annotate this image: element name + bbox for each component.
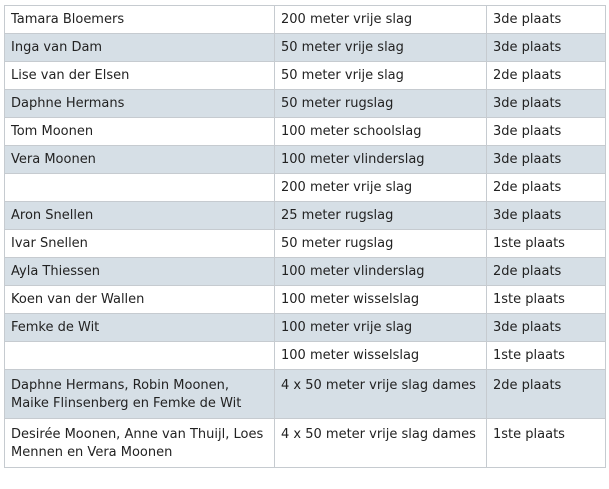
place-result: 2de plaats [493, 378, 562, 393]
event-name: 100 meter vrije slag [281, 320, 413, 335]
place-result: 1ste plaats [493, 427, 565, 442]
place-result: 3de plaats [493, 152, 562, 167]
table-row [5, 118, 606, 146]
swimmer-cell [5, 258, 275, 286]
swimmer-cell [5, 342, 275, 370]
table-row [5, 258, 606, 286]
swimmer-name: Daphne Hermans, Robin Moonen, Maike Flinsenberg en Femke de Wit [11, 378, 242, 411]
place-cell [487, 258, 606, 286]
swimmer-cell [5, 62, 275, 90]
event-name: 100 meter vlinderslag [281, 264, 425, 279]
swimmer-name: Aron Snellen [11, 208, 94, 223]
swimmer-name: Daphne Hermans [11, 96, 125, 111]
swimmer-name: Tom Moonen [11, 124, 94, 139]
table-row [5, 230, 606, 258]
event-cell [275, 6, 487, 34]
event-cell [275, 370, 487, 419]
place-cell [487, 62, 606, 90]
table-row [5, 146, 606, 174]
swimmer-cell [5, 146, 275, 174]
event-cell [275, 258, 487, 286]
swimmer-cell [5, 202, 275, 230]
place-cell [487, 314, 606, 342]
event-name: 100 meter wisselslag [281, 292, 420, 307]
event-cell [275, 174, 487, 202]
event-name: 100 meter wisselslag [281, 348, 420, 363]
event-name: 50 meter vrije slag [281, 68, 404, 83]
swimmer-name: Tamara Bloemers [11, 12, 125, 27]
place-result: 3de plaats [493, 208, 562, 223]
event-cell [275, 419, 487, 468]
event-cell [275, 202, 487, 230]
event-name: 100 meter schoolslag [281, 124, 422, 139]
place-cell [487, 230, 606, 258]
event-cell [275, 286, 487, 314]
place-result: 2de plaats [493, 68, 562, 83]
place-cell [487, 118, 606, 146]
place-cell [487, 342, 606, 370]
table-row [5, 202, 606, 230]
place-cell [487, 286, 606, 314]
place-result: 2de plaats [493, 264, 562, 279]
place-result: 1ste plaats [493, 348, 565, 363]
table-row [5, 370, 606, 419]
event-name: 50 meter vrije slag [281, 40, 404, 55]
place-result: 3de plaats [493, 124, 562, 139]
event-cell [275, 146, 487, 174]
swimmer-cell [5, 314, 275, 342]
event-name: 4 x 50 meter vrije slag dames [281, 378, 476, 393]
event-name: 50 meter rugslag [281, 236, 394, 251]
event-name: 25 meter rugslag [281, 208, 394, 223]
swimmer-cell [5, 419, 275, 468]
swimmer-cell [5, 6, 275, 34]
table-row [5, 62, 606, 90]
table-row [5, 419, 606, 468]
swimmer-name: Lise van der Elsen [11, 68, 130, 83]
swimmer-cell [5, 370, 275, 419]
place-result: 3de plaats [493, 12, 562, 27]
swimmer-cell [5, 118, 275, 146]
place-cell [487, 146, 606, 174]
place-cell [487, 202, 606, 230]
place-cell [487, 174, 606, 202]
table-row [5, 314, 606, 342]
event-name: 200 meter vrije slag [281, 12, 413, 27]
table-row [5, 174, 606, 202]
swimmer-name: Koen van der Wallen [11, 292, 145, 307]
event-cell [275, 90, 487, 118]
place-result: 1ste plaats [493, 236, 565, 251]
swimmer-cell [5, 34, 275, 62]
place-cell [487, 419, 606, 468]
place-result: 1ste plaats [493, 292, 565, 307]
table-row [5, 6, 606, 34]
event-cell [275, 342, 487, 370]
event-name: 100 meter vlinderslag [281, 152, 425, 167]
table-row [5, 34, 606, 62]
swimmer-cell [5, 90, 275, 118]
place-cell [487, 370, 606, 419]
swimmer-cell [5, 286, 275, 314]
place-result: 3de plaats [493, 96, 562, 111]
place-cell [487, 90, 606, 118]
event-cell [275, 34, 487, 62]
swimmer-name: Ayla Thiessen [11, 264, 100, 279]
place-cell [487, 6, 606, 34]
event-cell [275, 118, 487, 146]
event-name: 50 meter rugslag [281, 96, 394, 111]
swimmer-name: Desirée Moonen, Anne van Thuijl, Loes Mennen en Vera Moonen [11, 427, 264, 460]
table-row [5, 342, 606, 370]
swimmer-name: Vera Moonen [11, 152, 96, 167]
swimmer-name: Ivar Snellen [11, 236, 88, 251]
place-result: 3de plaats [493, 40, 562, 55]
event-cell [275, 62, 487, 90]
swimmer-cell [5, 230, 275, 258]
place-cell [487, 34, 606, 62]
results-table [4, 5, 606, 468]
place-result: 3de plaats [493, 320, 562, 335]
event-name: 200 meter vrije slag [281, 180, 413, 195]
event-cell [275, 314, 487, 342]
swimmer-name: Femke de Wit [11, 320, 100, 335]
place-result: 2de plaats [493, 180, 562, 195]
table-row [5, 90, 606, 118]
results-table-body [5, 6, 606, 468]
table-row [5, 286, 606, 314]
event-name: 4 x 50 meter vrije slag dames [281, 427, 476, 442]
swimmer-name: Inga van Dam [11, 40, 103, 55]
event-cell [275, 230, 487, 258]
swimmer-cell [5, 174, 275, 202]
